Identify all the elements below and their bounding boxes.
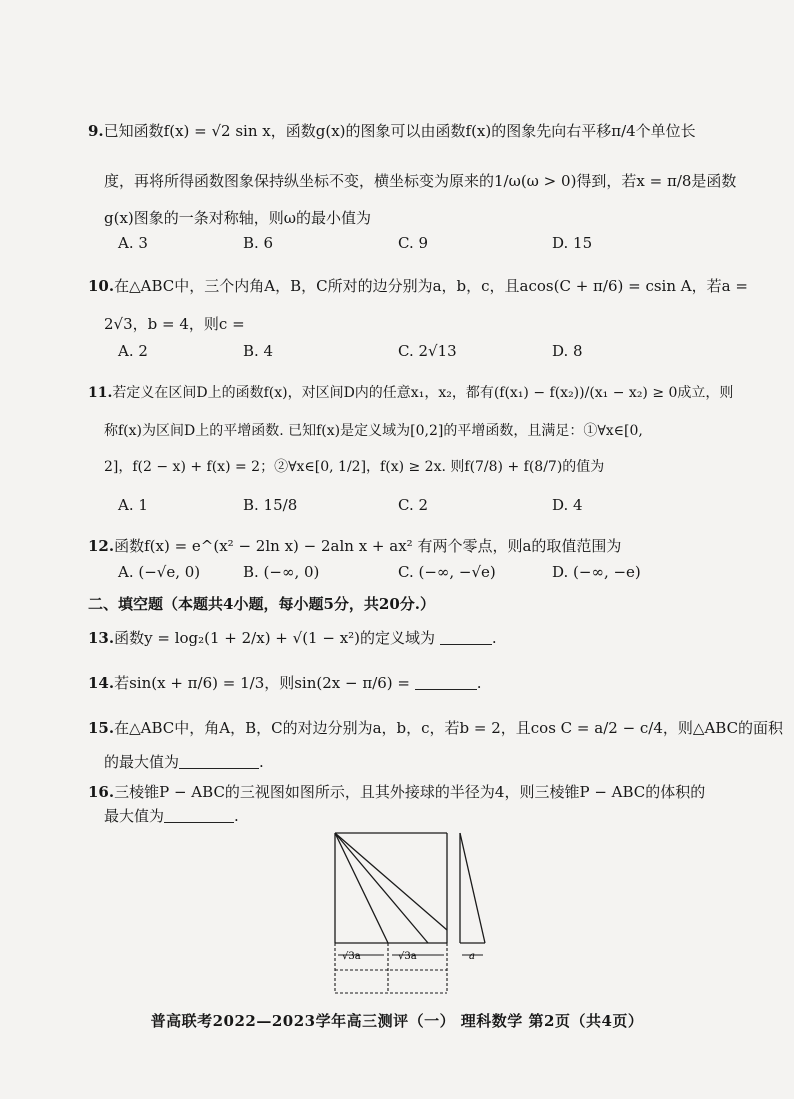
q10-line2: 2√3，b = 4，则c = (104, 315, 245, 333)
q11-line2: 称f(x)为区间D上的平增函数. 已知f(x)是定义域为[0,2]的平增函数，且满足：①∀x∈[0, (104, 423, 643, 439)
q11-option-a: A. 1 (118, 496, 148, 514)
q12-option-b: B. (−∞, 0) (243, 563, 320, 581)
q11-option-b: B. 15/8 (243, 496, 298, 514)
q9-option-d: D. 15 (552, 234, 593, 252)
q13-answer-blank[interactable] (440, 630, 492, 645)
side-view (460, 833, 485, 943)
q16-line2: 最大值为 . (104, 807, 239, 825)
q9-line1: 9.已知函数f(x) = √2 sin x，函数g(x)的图象可以由函数f(x)的图象先向右平移π/4个单位长 (88, 122, 696, 140)
q9-option-c: C. 9 (398, 234, 429, 252)
q15-line2: 的最大值为 . (104, 753, 264, 771)
dim-label-mid: √3a (398, 951, 417, 962)
q9-line3: g(x)图象的一条对称轴，则ω的最小值为 (104, 209, 371, 227)
q12-line1: 12.函数f(x) = e^(x² − 2ln x) − 2aln x + ax² 有两个零点，则a的取值范围为 (88, 537, 622, 555)
q11-option-c: C. 2 (398, 496, 429, 514)
q11-line1: 11.若定义在区间D上的函数f(x)，对区间D内的任意x₁，x₂，都有(f(x₁) − f(x₂))/(x₁ − x₂) ≥ 0成立，则 (88, 385, 734, 401)
q10-option-b: B. 4 (243, 342, 274, 360)
front-view (335, 833, 447, 943)
q11-line3: 2]，f(2 − x) + f(x) = 2；②∀x∈[0, 1/2]，f(x) ≥ 2x. 则f(7/8) + f(8/7)的值为 (104, 459, 605, 475)
q10-option-d: D. 8 (552, 342, 583, 360)
q12-option-a: A. (−√e, 0) (118, 563, 201, 581)
q9-option-b: B. 6 (243, 234, 274, 252)
q9-line2: 度，再将所得函数图象保持纵坐标不变，横坐标变为原来的1/ω(ω > 0)得到，若x = π/8是函数 (104, 172, 737, 190)
three-view-figure (320, 825, 500, 1000)
page-footer: 普高联考2022—2023学年高三测评（一） 理科数学 第2页（共4页） (150, 1012, 644, 1030)
q10-option-a: A. 2 (118, 342, 148, 360)
dim-label-right: a (469, 951, 475, 962)
section2-title: 二、填空题（本题共4小题，每小题5分，共20分.） (88, 595, 435, 613)
q11-option-d: D. 4 (552, 496, 583, 514)
q14: 14.若sin(x + π/6) = 1/3，则sin(2x − π/6) = . (88, 674, 482, 692)
q16-line1: 16.三棱锥P − ABC的三视图如图所示，且其外接球的半径为4，则三棱锥P − ABC的体积的 (88, 783, 706, 801)
q12-option-c: C. (−∞, −√e) (398, 563, 496, 581)
q15-answer-blank[interactable] (179, 754, 259, 769)
q15-line1: 15.在△ABC中，角A，B，C的对边分别为a，b，c，若b = 2，且cos C = a/2 − c/4，则△ABC的面积 (88, 719, 784, 737)
q16-answer-blank[interactable] (164, 808, 234, 823)
q10-line1: 10.在△ABC中，三个内角A，B，C所对的边分别为a，b，c，且acos(C + π/6) = csin A，若a = (88, 277, 748, 295)
q9-option-a: A. 3 (118, 234, 148, 252)
q14-answer-blank[interactable] (415, 675, 477, 690)
q10-option-c: C. 2√13 (398, 342, 457, 360)
q12-option-d: D. (−∞, −e) (552, 563, 641, 581)
q13: 13.函数y = log₂(1 + 2/x) + √(1 − x²)的定义域为 . (88, 629, 497, 647)
dim-label-left: √3a (342, 951, 361, 962)
